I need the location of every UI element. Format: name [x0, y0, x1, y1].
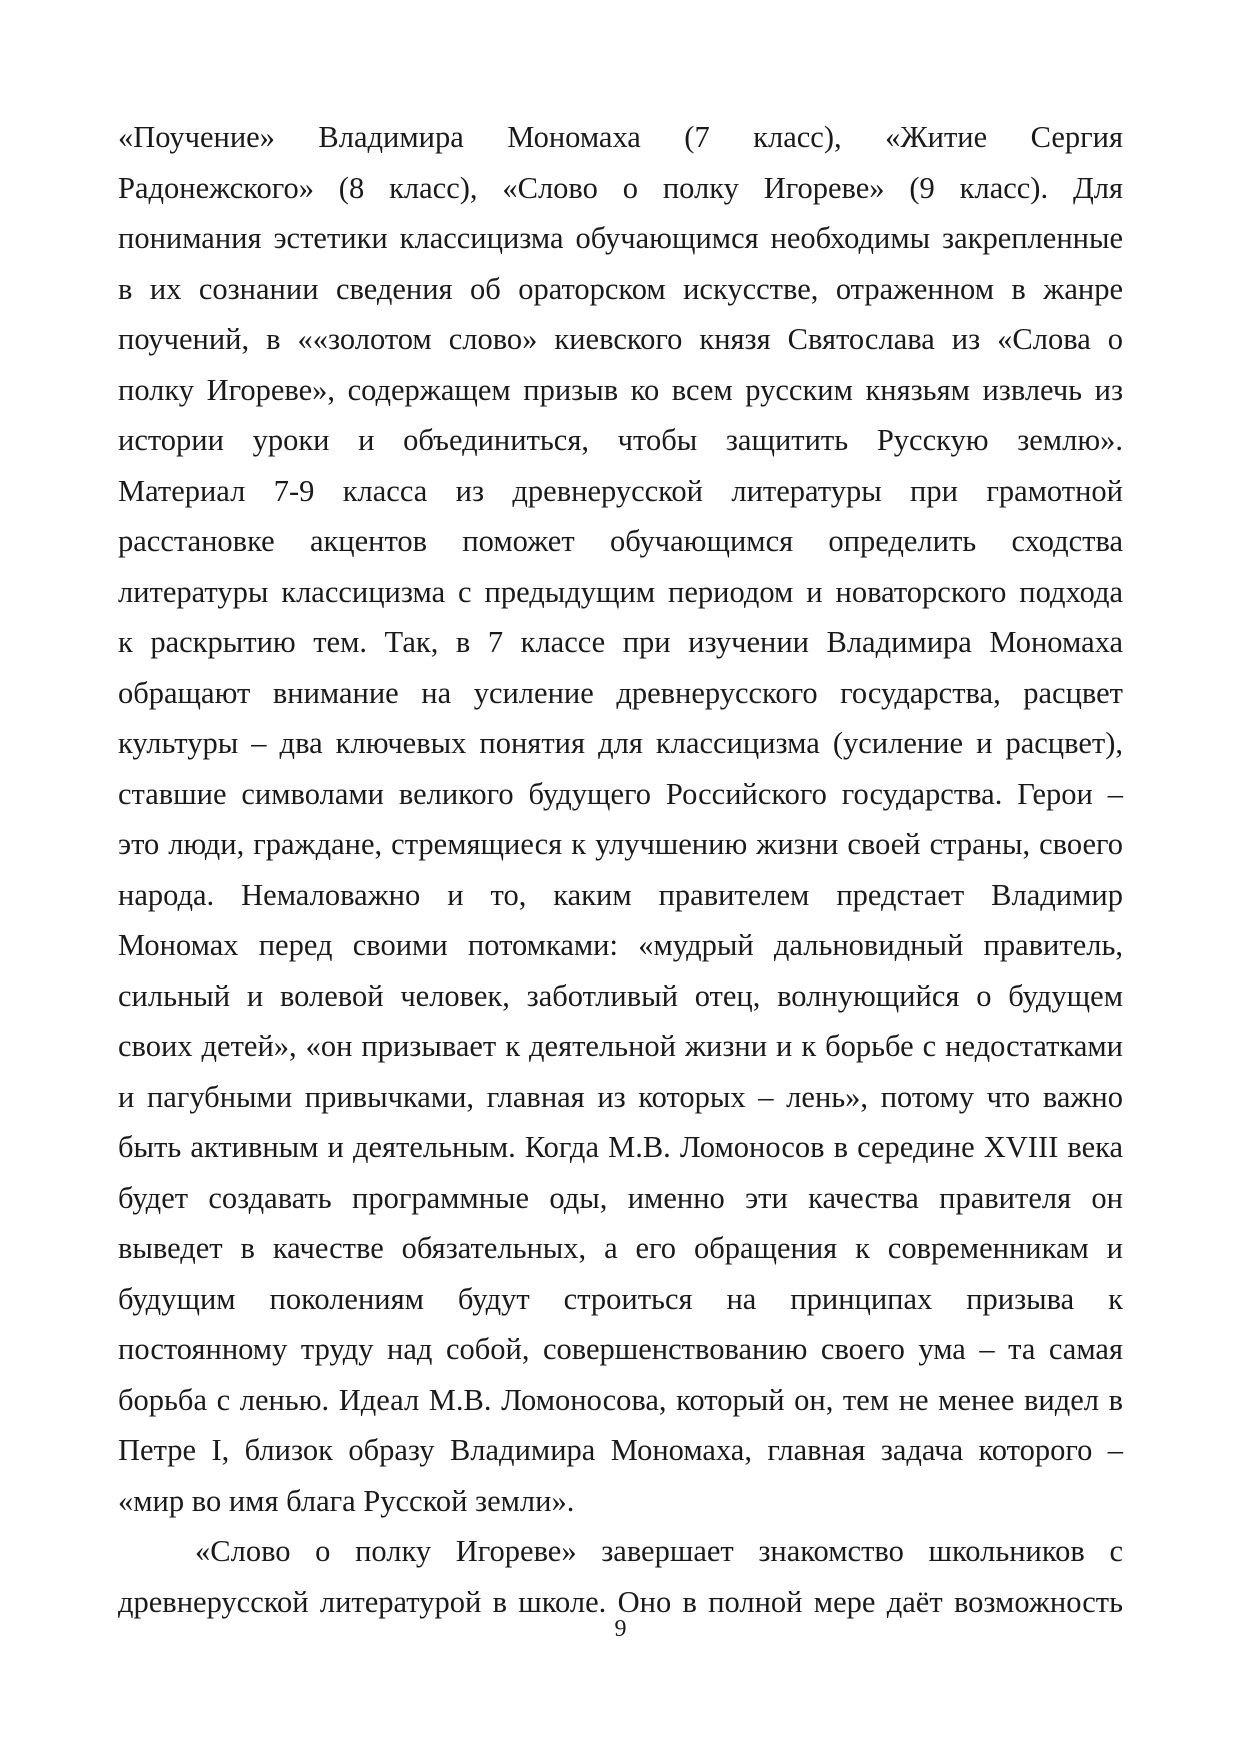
text-line: Петре I, близок образу Владимира Мономаха, главная задача которого – — [118, 1433, 1123, 1467]
text-line: это люди, граждане, стремящиеся к улучшению жизни своей страны, своего — [118, 827, 1123, 861]
text-line: литературы классицизма с предыдущим периодом и новаторского подхода — [118, 574, 1123, 609]
text-line: древнерусской литературой в школе. Оно в полной мере даёт возможность — [118, 1584, 1123, 1619]
text-line: полку Игореве», содержащем призыв ко всем русским князьям извлечь из — [118, 372, 1123, 407]
text-line: будущим поколениям будут строиться на принципах призыва к — [118, 1281, 1123, 1316]
text-line: в их сознании сведения об ораторском искусстве, отраженном в жанре — [118, 271, 1123, 306]
text-line: Материал 7-9 класса из древнерусской литературы при грамотной — [118, 473, 1123, 508]
text-line: понимания эстетики классицизма обучающимся необходимы закрепленные — [118, 221, 1123, 255]
text-line: обращают внимание на усиление древнерусского государства, расцвет — [118, 675, 1123, 710]
text-line: народа. Немаловажно и то, каким правителем предстает Владимир — [118, 877, 1123, 912]
text-line: «Поучение» Владимира Мономаха (7 класс), «Житие Сергия — [118, 120, 1123, 154]
text-line: своих детей», «он призывает к деятельной жизни и к борьбе с недостатками — [118, 1029, 1123, 1063]
body-text — [118, 112, 1123, 1627]
text-line: истории уроки и объединиться, чтобы защитить Русскую землю». — [118, 423, 1123, 457]
text-line: борьба с ленью. Идеал М.В. Ломоносова, который он, тем не менее видел в — [118, 1382, 1123, 1417]
text-line: культуры – два ключевых понятия для классицизма (усиление и расцвет), — [118, 726, 1123, 760]
page-number: 9 — [614, 1616, 627, 1642]
text-line: и пагубными привычками, главная из которых – лень», потому что важно — [118, 1079, 1123, 1114]
text-line: «Слово о полку Игореве» завершает знакомство школьников с — [195, 1534, 1123, 1568]
text-line: Радонежского» (8 класс), «Слово о полку Игореве» (9 класс). Для — [118, 170, 1123, 205]
text-line: расстановке акцентов поможет обучающимся определить сходства — [118, 524, 1123, 558]
text-line: Мономах перед своими потомками: «мудрый дальновидный правитель, — [118, 928, 1123, 962]
text-line: постоянному труду над собой, совершенствованию своего ума – та самая — [118, 1332, 1123, 1366]
text-line: поучений, в ««золотом слово» киевского князя Святослава из «Слова о — [118, 322, 1123, 356]
text-line: быть активным и деятельным. Когда М.В. Ломоносов в середине XVIII века — [118, 1130, 1123, 1164]
text-line: будет создавать программные оды, именно эти качества правителя он — [118, 1180, 1123, 1215]
text-line: ставшие символами великого будущего Российского государства. Герои – — [118, 776, 1123, 811]
paragraph-1 — [118, 112, 1123, 1526]
text-line: сильный и волевой человек, заботливый отец, волнующийся о будущем — [118, 978, 1123, 1013]
text-line: «мир во имя блага Русской земли». — [118, 1483, 575, 1518]
text-line: выведет в качестве обязательных, а его обращения к современникам и — [118, 1231, 1123, 1265]
paragraph-2 — [118, 1526, 1123, 1627]
text-line: к раскрытию тем. Так, в 7 классе при изучении Владимира Мономаха — [118, 625, 1123, 659]
